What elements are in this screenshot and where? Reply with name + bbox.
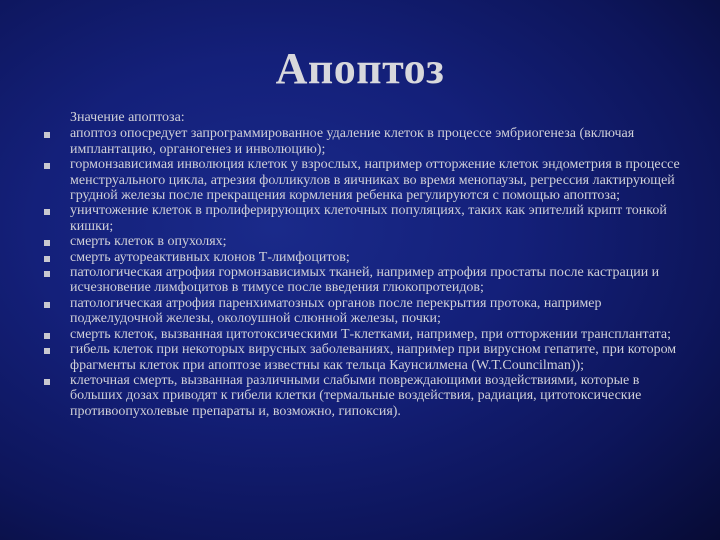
list-item-text: гибель клеток при некоторых вирусных заболеваниях, например при вирусном гепатите, при котором фрагменты клеток при апоптозе известны как тельца Каунсилмена (W.T.Councilman)); (70, 342, 677, 373)
list-item (44, 126, 684, 157)
slide-content (44, 110, 684, 419)
list-item (44, 250, 684, 265)
list-item-text: гормонзависимая инволюция клеток у взрослых, например отторжение клеток эндометрия в процессе менструального цикла, атрезия фолликулов в яичниках во время менопаузы, регрессия лактирующей грудной железы после прекращения кормления ребенка регулируются с помощью апоптоза; (70, 157, 680, 204)
list-item (44, 342, 684, 373)
list-item-text: клеточная смерть, вызванная различными слабыми повреждающими воздействиями, которые в больших дозах приводят к гибели клетки (термальные воздействия, радиация, цитотоксические противоопухолевые препараты и, возможно, гипоксия). (70, 372, 642, 419)
square-bullet-icon (44, 163, 50, 169)
slide-title: Апоптоз (275, 44, 445, 93)
square-bullet-icon (44, 256, 50, 262)
list-item (44, 157, 684, 203)
square-bullet-icon (44, 348, 50, 354)
list-item (44, 203, 684, 234)
square-bullet-icon (44, 379, 50, 385)
list-item-text: смерть аутореактивных клонов Т-лимфоцитов; (70, 249, 350, 265)
list-item (44, 234, 684, 249)
list-item (44, 265, 684, 296)
section-heading: Значение апоптоза: (70, 110, 185, 125)
square-bullet-icon (44, 333, 50, 339)
list-item (44, 327, 684, 342)
square-bullet-icon (44, 240, 50, 246)
list-item-text: апоптоз опосредует запрограммированное удаление клеток в процессе эмбриогенеза (включая имплантацию, органогенез и инволюцию); (70, 126, 635, 157)
square-bullet-icon (44, 209, 50, 215)
list-item-text: смерть клеток, вызванная цитотоксическими Т-клетками, например, при отторжении трансплантата; (70, 326, 671, 342)
list-item-text: уничтожение клеток в пролиферирующих клеточных популяциях, таких как эпителий крипт тонкой кишки; (70, 203, 667, 234)
list-item (44, 296, 684, 327)
list-item-text: смерть клеток в опухолях; (70, 234, 227, 250)
list-item (44, 373, 684, 419)
square-bullet-icon (44, 132, 50, 138)
square-bullet-icon (44, 271, 50, 277)
list-item-text: патологическая атрофия паренхиматозных органов после перекрытия протока, например поджелудочной железы, околоушной слюнной железы, почки; (70, 295, 602, 327)
list-item-text: патологическая атрофия гормонзависимых тканей, например атрофия простаты после кастрации и исчезновение лимфоцитов в тимусе после введения глюкопротеидов; (70, 265, 660, 296)
bullet-list (44, 126, 684, 419)
square-bullet-icon (44, 302, 50, 308)
